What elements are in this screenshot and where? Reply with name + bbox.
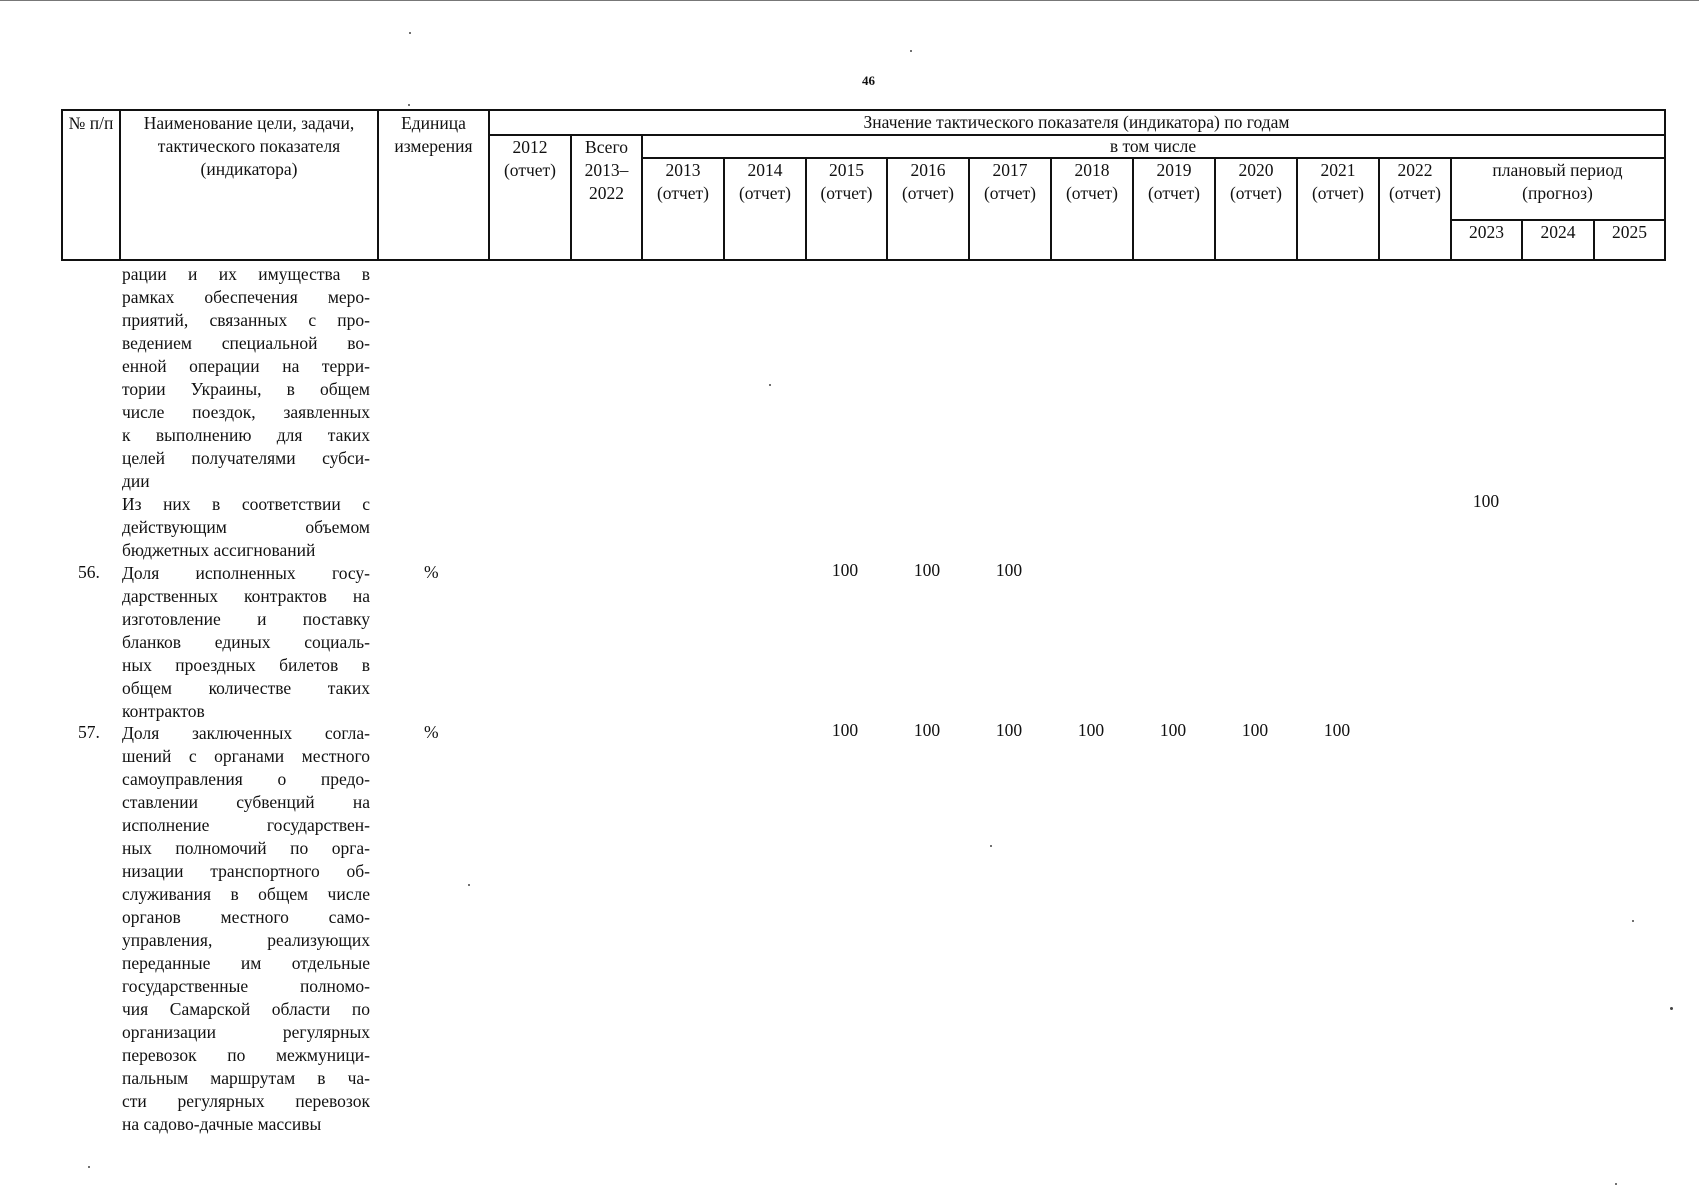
- desc-line: рации и их имущества в: [122, 264, 370, 284]
- desc-line: ных полномочий по орга-: [122, 838, 370, 858]
- desc-line: целей получателями субси-: [122, 448, 370, 468]
- header-year-2017: [968, 159, 1052, 205]
- year-status: (отчет): [1388, 183, 1442, 203]
- value-2019: 100: [1159, 720, 1187, 740]
- scan-speck: [910, 50, 912, 52]
- desc-line: чия Самарской области по: [122, 999, 370, 1019]
- desc-line: к выполнению для таких: [122, 425, 370, 445]
- desc-line: самоуправления о предо-: [122, 769, 370, 789]
- page-top-border: [0, 0, 1699, 1]
- year-label: 2017: [992, 160, 1028, 180]
- year-label: 2016: [910, 160, 946, 180]
- desc-line: контрактов: [122, 701, 205, 721]
- scan-speck: [409, 32, 411, 34]
- desc-line: ных проездных билетов в: [122, 655, 370, 675]
- value-2017: 100: [995, 720, 1023, 740]
- desc-line: ведением специальной во-: [122, 333, 370, 353]
- desc-line: исполнение государствен-: [122, 815, 370, 835]
- desc-line: дии: [122, 471, 150, 491]
- unit: %: [424, 562, 439, 582]
- desc-line: ставлении субвенций на: [122, 792, 370, 812]
- value-2016: 100: [913, 720, 941, 740]
- header-name-line: Наименование цели, задачи,: [143, 113, 355, 133]
- scan-speck: [769, 384, 771, 386]
- year-status: (отчет): [1229, 183, 1283, 203]
- year-status: (отчет): [1311, 183, 1365, 203]
- year-label: 2014: [747, 160, 783, 180]
- desc-line: Доля исполненных госу-: [122, 563, 370, 583]
- desc-line: рамках обеспечения меро-: [122, 287, 370, 307]
- total-label: 2022: [589, 183, 624, 203]
- desc-line: перевозок по межмуници-: [122, 1045, 370, 1065]
- desc-line: органов местного само-: [122, 907, 370, 927]
- row-continuation-text: [122, 263, 370, 493]
- year-status: (отчет): [820, 183, 873, 203]
- desc-line: на садово-дачные массивы: [122, 1114, 322, 1134]
- desc-line: Доля заключенных согла-: [122, 723, 370, 743]
- year-status: (отчет): [901, 183, 955, 203]
- desc-line: дарственных контрактов на: [122, 586, 370, 606]
- header-total: [570, 136, 643, 205]
- total-label: Всего: [585, 137, 628, 157]
- desc-line: бланков единых социаль-: [122, 632, 370, 652]
- year-label: 2019: [1156, 160, 1192, 180]
- scan-speck: [990, 845, 992, 847]
- plan-title: плановый период: [1492, 160, 1623, 180]
- desc-line: енной операции на терри-: [122, 356, 370, 376]
- value-2020: 100: [1241, 720, 1269, 740]
- subrow-text: [122, 493, 370, 562]
- scan-speck: [88, 1166, 90, 1168]
- scan-speck: [1670, 1007, 1673, 1010]
- scan-speck: [468, 884, 470, 886]
- desc-line: тории Украины, в общем: [122, 379, 370, 399]
- value-2015: 100: [831, 720, 859, 740]
- desc-line: шений с органами местного: [122, 746, 370, 766]
- value-2017: 100: [995, 560, 1023, 580]
- desc-line: общем количестве таких: [122, 678, 370, 698]
- plan-subtitle: (прогноз): [1522, 183, 1593, 203]
- desc-line: бюджетных ассигнований: [122, 540, 316, 560]
- value-2018: 100: [1077, 720, 1105, 740]
- header-year-2012: [488, 136, 572, 182]
- year-status: (отчет): [656, 183, 710, 203]
- header-year-2024: 2024: [1540, 222, 1576, 242]
- desc-line: служивания в общем числе: [122, 884, 370, 904]
- desc-line: государственные полномо-: [122, 976, 370, 996]
- row-57-text: [122, 722, 370, 1136]
- desc-line: переданные им отдельные: [122, 953, 370, 973]
- header-unit: [377, 112, 490, 158]
- year-label: 2013: [665, 160, 701, 180]
- scan-speck: [1615, 1183, 1617, 1185]
- value-2023: 100: [1472, 491, 1500, 511]
- header-year-2022: [1378, 159, 1452, 205]
- value-2016: 100: [913, 560, 941, 580]
- desc-line: пальным маршрутам в ча-: [122, 1068, 370, 1088]
- year-label: 2018: [1074, 160, 1110, 180]
- year-label: 2022: [1397, 160, 1433, 180]
- page-number: 46: [862, 73, 875, 88]
- total-label: 2013–: [584, 160, 629, 180]
- year-label: 2015: [829, 160, 864, 180]
- desc-line: изготовление и поставку: [122, 609, 370, 629]
- header-year-2013: [641, 159, 725, 205]
- year-status: (отчет): [983, 183, 1037, 203]
- header-year-2015: [805, 159, 888, 205]
- header-num: № п/п: [68, 113, 114, 133]
- header-name: [119, 112, 379, 181]
- header-year-2025: 2025: [1612, 222, 1647, 242]
- year-label: 2021: [1320, 160, 1356, 180]
- year-label: 2012: [512, 137, 548, 157]
- header-plan-period: [1450, 159, 1665, 205]
- header-year-2023: 2023: [1469, 222, 1504, 242]
- desc-line: организации регулярных: [122, 1022, 370, 1042]
- row-number: 56.: [78, 562, 100, 582]
- year-status: (отчет): [1147, 183, 1201, 203]
- header-name-line: (индикатора): [200, 159, 298, 179]
- year-label: 2020: [1238, 160, 1274, 180]
- year-status: (отчет): [738, 183, 792, 203]
- header-year-2018: [1050, 159, 1134, 205]
- year-status: (отчет): [503, 160, 557, 180]
- header-year-2019: [1132, 159, 1216, 205]
- row-number: 57.: [78, 722, 100, 742]
- value-2015: 100: [831, 560, 859, 580]
- header-year-2020: [1214, 159, 1298, 205]
- scan-speck: [1632, 920, 1634, 922]
- desc-line: сти регулярных перевозок: [122, 1091, 370, 1111]
- unit: %: [424, 722, 439, 742]
- value-2021: 100: [1323, 720, 1351, 740]
- header-year-2016: [886, 159, 970, 205]
- scan-speck: [408, 104, 410, 106]
- desc-line: числе поездок, заявленных: [122, 402, 370, 422]
- header-sub-title: в том числе: [1109, 136, 1197, 156]
- desc-line: управления, реализующих: [122, 930, 370, 950]
- header-name-line: тактического показателя: [157, 136, 341, 156]
- desc-line: низации транспортного об-: [122, 861, 370, 881]
- desc-line: действующим объемом: [122, 517, 370, 537]
- header-bottom-line: [61, 259, 1665, 261]
- desc-line: приятий, связанных с про-: [122, 310, 370, 330]
- header-group-title: Значение тактического показателя (индикатора) по годам: [863, 112, 1290, 132]
- row-56-text: [122, 562, 370, 723]
- header-year-2021: [1296, 159, 1380, 205]
- year-status: (отчет): [1065, 183, 1119, 203]
- header-year-2014: [723, 159, 807, 205]
- header-unit-line: Единица: [401, 113, 466, 133]
- desc-line: Из них в соответствии с: [122, 494, 370, 514]
- header-unit-line: измерения: [394, 136, 473, 156]
